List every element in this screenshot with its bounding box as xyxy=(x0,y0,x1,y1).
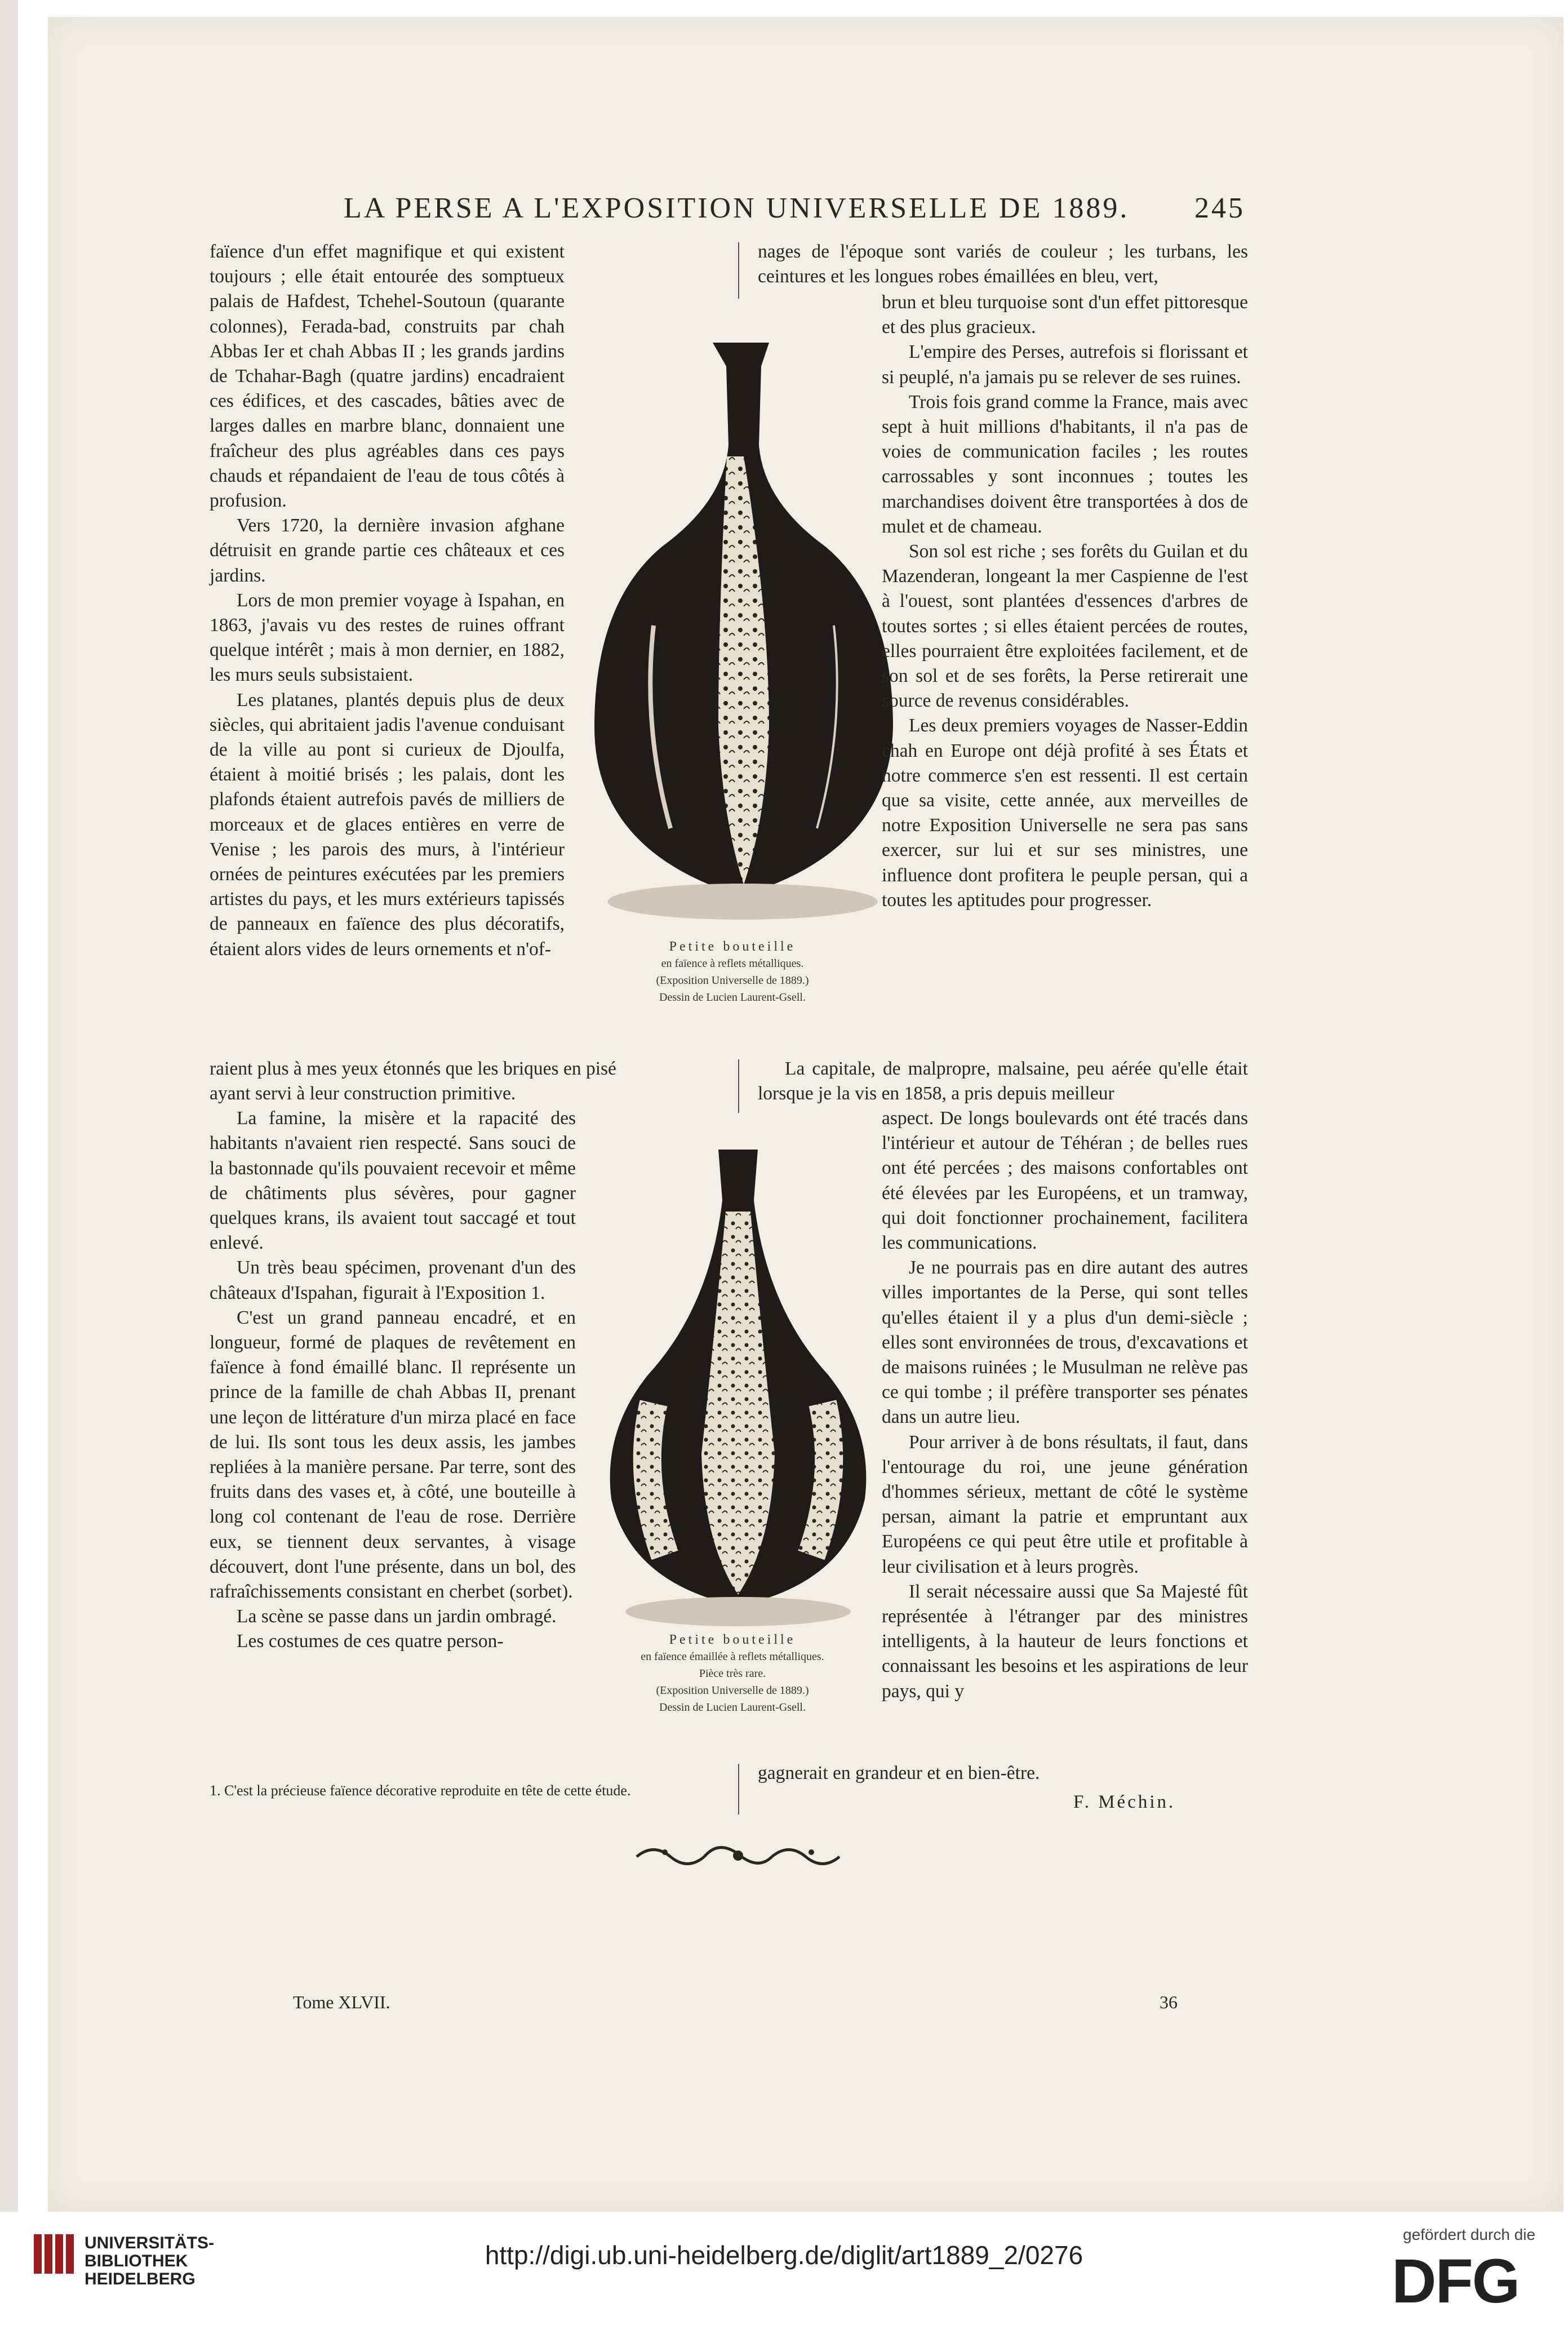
digitization-bar xyxy=(0,2212,1568,2343)
paragraph: faïence d'un effet magnifique et qui existent toujours ; elle était entourée des somptueux palais de Hafdest, Tchehel-Soutoun (quarante colonnes), Ferada-bad, construits par chah Abbas Ier et chah Abbas II ; les grands jardins de Tchahar-Bagh (quatre jardins) encadraient ces édifices, et des cascades, bâties avec de larges dalles en marbre blanc, donnaient une fraîcheur des plus agréables dans ces pays chauds et répandaient de l'eau de tous côtés à profusion. xyxy=(210,241,565,512)
figure-caption-2: Petite bouteille en faïence émaillée à reflets métalliques. Pièce très rare. (Exposition Universelle de 1889.) Dessin de Lucien Laurent-Gsell. xyxy=(641,1632,824,1714)
paragraph: Pour arriver à de bons résultats, il faut, dans l'entourage du roi, une jeune génération d'hommes sérieux, mettant de côté le système persan, aimant la patrie et empruntant aux Européens ce qui peut être utile et profitable à leur civilisation et à leurs progrès. xyxy=(882,1431,1248,1577)
author-signature: F. Méchin. xyxy=(1073,1792,1176,1812)
paragraph: Les platanes, plantés depuis plus de deux siècles, qui abritaient jadis l'avenue conduisant de la ville au pont si curieux de Djoulfa, étaient à moitié brisés ; les palais, dont les plafonds étaient autrefois pavés de milliers de morceaux et de glaces entières en verre de Venise ; les parois des murs, à l'intérieur ornées de peintures exécutées par les premiers artistes du pays, et les murs extérieurs tapissés de panneaux en faïence des plus décoratifs, étaient alors vides de leurs ornements et n'of- xyxy=(210,689,565,960)
page-number: 245 xyxy=(1194,192,1245,224)
permalink-url[interactable]: http://digi.ub.uni-heidelberg.de/diglit/art1889_2/0276 xyxy=(485,2240,1083,2270)
ornament-fleuron xyxy=(631,1840,845,1874)
paragraph: Trois fois grand comme la France, mais avec sept à huit millions d'habitants, il n'a pas de voies de communication faciles ; les routes carrossables y sont inconnues ; toutes les marchandises doivent être transportées à dos de mulet et de chameau. xyxy=(882,391,1248,537)
header-title: LA PERSE A L'EXPOSITION UNIVERSELLE DE 1889. xyxy=(344,192,1130,224)
paragraph: C'est un grand panneau encadré, et en longueur, formé de plaques de revêtement en faïence à fond émaillé blanc. Il représente un prince de la famille de chah Abbas II, prenant une leçon de littérature d'un mirza placé en face de lui. Ils sont tous les deux assis, les jambes repliées à la manière persane. Par terre, sont des fruits dans des vases et, à côté, une bouteille à long col contenant de l'eau de rose. Derrière eux, se tiennent deux servantes, à visage découvert, dont l'une présente, dans un bol, des rafraîchissements consistant en cherbet (sorbet). xyxy=(210,1307,576,1603)
running-header xyxy=(344,192,1245,225)
paragraph: Lors de mon premier voyage à Ispahan, en 1863, j'avais vu des restes de ruines offrant quelque intérêt ; mais à mon dernier, en 1882, les murs seuls subsistaient. xyxy=(210,589,565,686)
left-column xyxy=(210,239,565,962)
left-span-line: raient plus à mes yeux étonnés que les briques en pisé xyxy=(210,1058,616,1079)
paragraph: Il serait nécessaire aussi que Sa Majesté fût représentée à l'étranger par des ministres intelligents, à la hauteur de leurs fonctions et connaissant les besoins et les aspirations de leur pays, qui y xyxy=(882,1581,1248,1702)
right-column xyxy=(882,290,1248,913)
paragraph: Son sol est riche ; ses forêts du Guilan et du Mazenderan, longeant la mer Caspienne de l'est à l'ouest, sont plantées d'essences d'arbres de toutes sortes ; si elles étaient percées de routes, elles pourraient être exploitées facilement, et de son sol et de ses forêts, la Perse retirerait une source de revenus considérables. xyxy=(882,541,1248,712)
sheet-number: 36 xyxy=(1160,1992,1178,2012)
paragraph: Un très beau spécimen, provenant d'un des châteaux d'Ispahan, figurait à l'Exposition 1. xyxy=(210,1257,576,1303)
paragraph: Je ne pourrais pas en dire autant des autres villes importantes de la Perse, qui sont telles qu'elles étaient il y a plus d'un demi-siècle ; elles sont environnées de trous, d'excavations et de maisons ruinées ; le Musulman ne relève pas ce qui tombe ; il préfère transporter ses pénates dans un autre lieu. xyxy=(882,1257,1248,1428)
scan-edge xyxy=(0,0,18,2343)
paragraph: Les costumes de ces quatre person- xyxy=(237,1631,504,1652)
closing-line: gagnerait en grandeur et en bien-être. xyxy=(758,1763,1040,1783)
right-column-lower xyxy=(882,1106,1248,1704)
paragraph: Vers 1720, la dernière invasion afghane détruisit en grande partie ces châteaux et ces jardins. xyxy=(210,515,565,586)
paragraph: La scène se passe dans un jardin ombragé. xyxy=(237,1606,557,1627)
right-span-line: La capitale, de malpropre, malsaine, peu aérée qu'elle était lorsque je la vis en 1858, a pris depuis meilleur xyxy=(758,1058,1248,1104)
paragraph: La famine, la misère et la rapacité des habitants n'avaient rien respecté. Sans souci de la bastonnade qu'ils pouvaient recevoir et même de châtiments plus sévères, pour gagner quelques krans, ils avaient tout saccagé et tout enlevé. xyxy=(210,1108,576,1254)
column-separator xyxy=(738,242,739,299)
library-name: UNIVERSITÄTS- BIBLIOTHEK HEIDELBERG xyxy=(85,2234,215,2288)
funder-text: gefördert durch die xyxy=(1403,2226,1536,2243)
footnote: 1. C'est la précieuse faïence décorative reproduite en tête de cette étude. xyxy=(210,1782,631,1799)
paragraph: aspect. De longs boulevards ont été tracés dans l'intérieur et autour de Téhéran ; de belles rues ont été percées ; des maisons confortables ont été élevées par les Européens, et un tramway, qui doit fonctionner prochainement, facilitera les communications. xyxy=(882,1108,1248,1254)
right-column-top: nages de l'époque sont variés de couleur ; les turbans, les ceintures et les longues robes émaillées en bleu, vert, xyxy=(758,241,1248,287)
column-separator xyxy=(738,1059,739,1113)
dfg-logo: DFG xyxy=(1392,2247,1520,2316)
paragraph: Les deux premiers voyages de Nasser-Eddin chah en Europe ont déjà profité à ses États et notre commerce s'en est ressenti. Il est certain que sa visite, cette année, aux merveilles de notre Exposition Universelle ne sera pas sans exercer, sur lui et sur ses ministres, une influence dont profitera le peuple persan, qui a toutes les aptitudes pour progresser. xyxy=(882,715,1248,911)
vase-illustration-1 xyxy=(575,332,901,941)
paragraph: brun et bleu turquoise sont d'un effet pittoresque et des plus gracieux. xyxy=(882,292,1248,338)
figure-caption-1: Petite bouteille en faïence à reflets métalliques. (Exposition Universelle de 1889.) Dessin de Lucien Laurent-Gsell. xyxy=(656,939,809,1004)
paragraph: ayant servi à leur construction primitive. xyxy=(210,1083,516,1104)
volume-footer: Tome XLVII. xyxy=(293,1992,390,2012)
left-column-lower xyxy=(210,1081,576,1654)
column-separator xyxy=(738,1764,739,1814)
vase-illustration-2 xyxy=(580,1138,896,1628)
paragraph: L'empire des Perses, autrefois si florissant et si peuplé, n'a jamais pu se relever de ses ruines. xyxy=(882,341,1248,388)
